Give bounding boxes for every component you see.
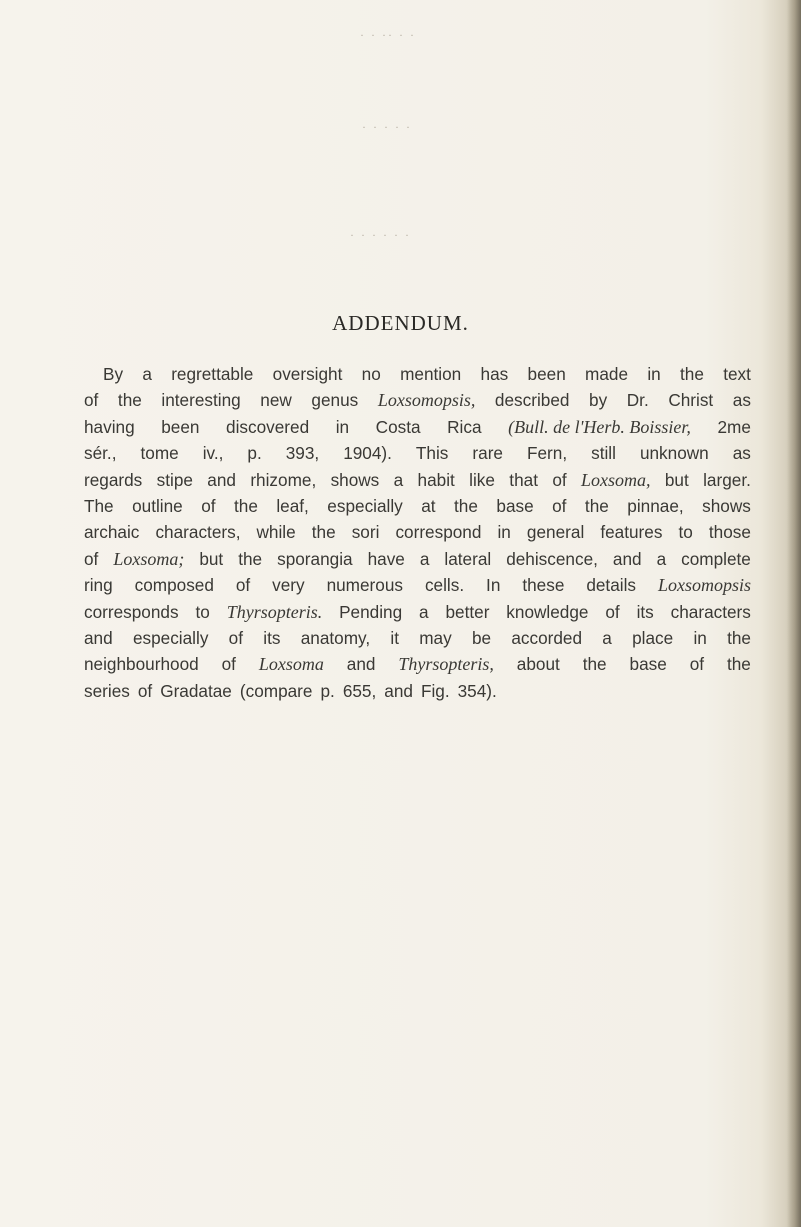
word: no [361, 364, 381, 384]
paragraph-line [84, 546, 751, 572]
word: unknown [639, 443, 709, 464]
word: these [522, 575, 565, 596]
word: iv., [202, 443, 224, 464]
word: ring [84, 575, 113, 596]
word: In [486, 575, 501, 596]
word: by [589, 390, 608, 411]
word: and [384, 680, 413, 701]
word: leaf, [276, 495, 309, 516]
word: sporangia [277, 548, 353, 569]
word: and [346, 654, 376, 675]
word: the [727, 627, 751, 648]
show-through-marks: · · ·· · · [360, 28, 416, 42]
word: dehiscence, [506, 548, 598, 569]
word: mention [400, 364, 462, 384]
word: of [605, 601, 620, 622]
word: (Bull. de l'Herb. Boissier, [508, 416, 691, 437]
word: stipe [156, 469, 193, 490]
word: of [221, 654, 236, 675]
word: especially [132, 627, 209, 648]
word: 354). [457, 680, 497, 701]
word: at [421, 495, 436, 516]
word: better [445, 601, 490, 622]
paragraph-line [84, 467, 751, 493]
word: base [496, 495, 534, 516]
paragraph-line [84, 519, 751, 545]
word: numerous [326, 575, 403, 596]
word: 655, [342, 680, 377, 701]
word: been [161, 416, 200, 437]
word: characters, [155, 522, 241, 543]
word: the [117, 390, 142, 411]
word: 393, [285, 443, 320, 464]
word: Pending [339, 601, 403, 622]
word: larger. [703, 469, 751, 490]
word: rhizome, [250, 469, 317, 490]
word: text [723, 364, 751, 384]
word: accorded [511, 627, 583, 648]
word: as [732, 390, 751, 411]
word: sori [351, 522, 380, 543]
word: like [469, 469, 495, 490]
word: its [636, 601, 654, 622]
word: about [516, 654, 560, 675]
word: and [207, 469, 236, 490]
word: the [582, 654, 607, 675]
word: correspond [395, 522, 482, 543]
word: new [260, 390, 292, 411]
word: Loxsomopsis, [377, 390, 476, 411]
word: the [680, 364, 704, 384]
word: of [201, 495, 216, 516]
word: the [726, 654, 751, 675]
word: may [419, 627, 452, 648]
word: genus [311, 390, 359, 411]
word: general [526, 522, 585, 543]
word: been [527, 364, 566, 384]
word: has [480, 364, 509, 384]
word: Fig. [420, 680, 450, 701]
word: but [664, 469, 689, 490]
word: regards [84, 469, 143, 490]
word: Thyrsopteris, [398, 654, 494, 675]
word: a [393, 469, 404, 490]
paragraph-line [84, 651, 751, 677]
paragraph-line [84, 414, 751, 440]
word: base [629, 654, 667, 675]
word: its [263, 627, 281, 648]
word: in [647, 364, 661, 384]
paragraph-line [84, 599, 751, 625]
paragraph-line [84, 387, 751, 413]
paragraph-line [84, 625, 751, 651]
word: having [84, 416, 135, 437]
word: corresponds [84, 601, 179, 622]
word: interesting [161, 390, 241, 411]
word: of [84, 548, 99, 569]
word: outline [132, 495, 183, 516]
word: By [103, 364, 124, 384]
word: of [84, 390, 99, 411]
page-edge-shadow [787, 0, 801, 1227]
word: Costa [375, 416, 421, 437]
word: features [600, 522, 663, 543]
word: complete [681, 548, 751, 569]
word: the [454, 495, 478, 516]
word: Christ [668, 390, 714, 411]
word: anatomy, [300, 627, 371, 648]
word: p. [247, 443, 262, 464]
word: a [419, 601, 429, 622]
word: details [586, 575, 636, 596]
word: a [602, 627, 612, 648]
word: discovered [226, 416, 310, 437]
word: regrettable [171, 364, 254, 384]
word: Fern, [526, 443, 568, 464]
addendum-paragraph [84, 361, 751, 704]
word: Loxsoma; [113, 548, 185, 569]
show-through-marks: · · · · · · [350, 228, 411, 242]
word: of [228, 627, 244, 648]
word: a [656, 548, 667, 569]
word: of [689, 654, 705, 675]
word: series [84, 680, 130, 701]
word: it [390, 627, 399, 648]
word: very [272, 575, 305, 596]
word: 2me [717, 416, 751, 437]
word: oversight [272, 364, 343, 384]
word: Loxsoma [258, 654, 324, 675]
word: knowledge [506, 601, 589, 622]
paragraph-line [84, 678, 751, 704]
word: while [256, 522, 296, 543]
word: shows [702, 495, 751, 516]
word: 1904). [343, 443, 392, 464]
word: the [233, 495, 258, 516]
word: The [84, 495, 114, 516]
word: to [678, 522, 693, 543]
word: and [612, 548, 642, 569]
word: shows [330, 469, 380, 490]
word: of [137, 680, 153, 701]
word: Loxsoma, [581, 469, 651, 490]
word: p. [320, 680, 335, 701]
word: the [584, 495, 609, 516]
word: tome [140, 443, 179, 464]
show-through-marks: · · · · · [362, 120, 412, 134]
word: This [415, 443, 449, 464]
word: the [238, 548, 263, 569]
word: especially [327, 495, 403, 516]
word: as [732, 443, 751, 464]
word: Rica [447, 416, 482, 437]
paragraph-line [84, 361, 751, 387]
word: archaic [84, 522, 140, 543]
word: lateral [444, 548, 492, 569]
word: place [632, 627, 674, 648]
word: in [497, 522, 511, 543]
word: sér., [84, 443, 117, 464]
word: neighbourhood [84, 654, 199, 675]
word: of [235, 575, 251, 596]
word: of [552, 495, 567, 516]
word: a [419, 548, 430, 569]
word: to [195, 601, 210, 622]
word: that [509, 469, 538, 490]
word: in [335, 416, 350, 437]
word: composed [134, 575, 214, 596]
word: characters [670, 601, 751, 622]
word: the [311, 522, 336, 543]
word: Gradatae [160, 680, 232, 701]
word: described [494, 390, 570, 411]
word: those [708, 522, 751, 543]
word: rare [472, 443, 503, 464]
word: be [471, 627, 492, 648]
page-title: ADDENDUM. [332, 311, 469, 335]
word: made [585, 364, 629, 384]
word: but [199, 548, 224, 569]
word: in [693, 627, 707, 648]
word: Dr. [626, 390, 649, 411]
word: Loxsomopsis [657, 575, 751, 596]
paragraph-line [84, 572, 751, 598]
word: (compare [239, 680, 313, 701]
word: a [142, 364, 152, 384]
word: pinnae, [627, 495, 684, 516]
word: Thyrsopteris. [226, 601, 323, 622]
word: still [591, 443, 616, 464]
word: have [367, 548, 405, 569]
word: and [84, 627, 113, 648]
word: habit [417, 469, 455, 490]
word: of [552, 469, 567, 490]
paragraph-line [84, 440, 751, 466]
paragraph-line [84, 493, 751, 519]
word: cells. [424, 575, 465, 596]
